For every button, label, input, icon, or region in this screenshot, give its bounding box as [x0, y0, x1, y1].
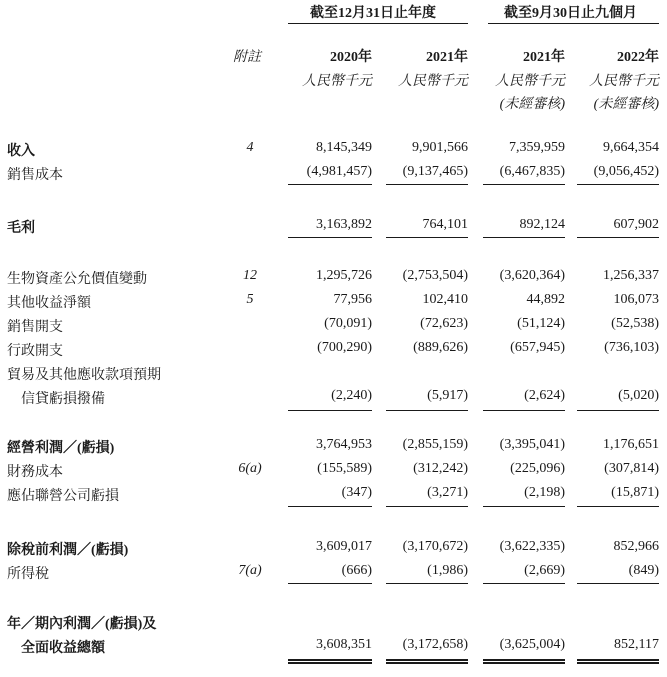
header-year: 2022年 [617, 50, 659, 65]
row-value: (3,625,004) [499, 637, 565, 652]
row-value: (347) [341, 485, 372, 500]
row-value: (2,240) [331, 388, 372, 403]
subtotal-rule [483, 583, 565, 584]
row-value: (3,395,041) [499, 437, 565, 452]
row-value: (3,170,672) [402, 539, 468, 554]
subtotal-rule [577, 184, 659, 185]
subtotal-rule [288, 506, 372, 507]
subtotal-rule [288, 237, 372, 238]
subtotal-rule [577, 410, 659, 411]
row-value: 9,664,354 [603, 140, 659, 155]
row-value: (2,669) [524, 563, 565, 578]
row-value: (3,622,335) [499, 539, 565, 554]
row-value: 3,163,892 [316, 217, 372, 232]
subtotal-rule [386, 237, 468, 238]
row-value: (2,624) [524, 388, 565, 403]
row-label: 毛利 [7, 221, 35, 236]
row-value: (3,271) [427, 485, 468, 500]
row-value: (666) [341, 563, 372, 578]
header-year: 2021年 [523, 50, 565, 65]
row-label: 所得稅 [7, 567, 49, 582]
total-double-rule [483, 659, 565, 664]
row-note-ref: 7(a) [238, 563, 262, 578]
row-value: 9,901,566 [412, 140, 468, 155]
header-rule-year [288, 23, 468, 24]
row-value: (2,198) [524, 485, 565, 500]
row-value: (700,290) [317, 340, 372, 355]
row-note-ref: 4 [246, 140, 254, 155]
row-value: (9,056,452) [593, 164, 659, 179]
row-value: 44,892 [526, 292, 565, 307]
row-label: 年／期內利潤／(虧損)及 [7, 617, 157, 632]
row-value: (307,814) [604, 461, 659, 476]
header-year: 2021年 [426, 50, 468, 65]
row-value: (70,091) [324, 316, 372, 331]
row-label: 行政開支 [7, 344, 63, 359]
row-value: (2,855,159) [402, 437, 468, 452]
subtotal-rule [386, 506, 468, 507]
subtotal-rule [386, 410, 468, 411]
row-value: (889,626) [413, 340, 468, 355]
row-value: 764,101 [422, 217, 468, 232]
subtotal-rule [577, 583, 659, 584]
header-note-column: 附註 [233, 50, 261, 65]
row-label: 銷售成本 [7, 168, 63, 183]
row-value: 3,608,351 [316, 637, 372, 652]
row-value: 1,176,651 [603, 437, 659, 452]
header-period-nine-months: 截至9月30日止九個月 [504, 6, 637, 21]
row-value: 1,295,726 [316, 268, 372, 283]
row-value: 1,256,337 [603, 268, 659, 283]
subtotal-rule [386, 583, 468, 584]
header-unaudited: (未經審核) [499, 97, 565, 112]
header-rule-nine [488, 23, 659, 24]
subtotal-rule [288, 583, 372, 584]
row-value: (3,172,658) [402, 637, 468, 652]
subtotal-rule [577, 506, 659, 507]
row-label: 貿易及其他應收款項預期 [7, 368, 161, 383]
row-value: (1,986) [427, 563, 468, 578]
header-unit: 人民幣千元 [302, 74, 372, 89]
row-value: (657,945) [510, 340, 565, 355]
header-unit: 人民幣千元 [495, 74, 565, 89]
subtotal-rule [483, 184, 565, 185]
row-value: (6,467,835) [499, 164, 565, 179]
row-label: 生物資產公允價值變動 [7, 272, 147, 287]
row-value: 77,956 [333, 292, 372, 307]
header-year: 2020年 [330, 50, 372, 65]
header-unaudited: (未經審核) [593, 97, 659, 112]
row-value: (736,103) [604, 340, 659, 355]
total-double-rule [386, 659, 468, 664]
subtotal-rule [288, 184, 372, 185]
row-value: (5,917) [427, 388, 468, 403]
row-value: 852,117 [614, 637, 659, 652]
row-value: 106,073 [613, 292, 659, 307]
row-value: (4,981,457) [306, 164, 372, 179]
row-value: (15,871) [611, 485, 659, 500]
row-value: (849) [628, 563, 659, 578]
row-value: (225,096) [510, 461, 565, 476]
row-value: 8,145,349 [316, 140, 372, 155]
row-value: 892,124 [519, 217, 565, 232]
row-label: 除稅前利潤／(虧損) [7, 543, 129, 558]
subtotal-rule [483, 237, 565, 238]
row-value: 102,410 [422, 292, 468, 307]
row-value: 3,764,953 [316, 437, 372, 452]
row-note-ref: 5 [246, 292, 254, 307]
subtotal-rule [483, 410, 565, 411]
subtotal-rule [386, 184, 468, 185]
row-label-continued: 全面收益總額 [21, 641, 105, 656]
row-value: (312,242) [413, 461, 468, 476]
header-period-year: 截至12月31日止年度 [310, 6, 436, 21]
row-value: (155,589) [317, 461, 372, 476]
row-label-continued: 信貸虧損撥備 [21, 392, 105, 407]
header-unit: 人民幣千元 [589, 74, 659, 89]
row-label: 財務成本 [7, 465, 63, 480]
subtotal-rule [288, 410, 372, 411]
subtotal-rule [483, 506, 565, 507]
row-value: 3,609,017 [316, 539, 372, 554]
row-note-ref: 12 [243, 268, 257, 283]
row-label: 銷售開支 [7, 320, 63, 335]
row-label: 應佔聯營公司虧損 [7, 489, 119, 504]
header-unit: 人民幣千元 [398, 74, 468, 89]
row-label: 經營利潤／(虧損) [7, 441, 115, 456]
row-value: (51,124) [517, 316, 565, 331]
row-note-ref: 6(a) [238, 461, 262, 476]
row-value: (3,620,364) [499, 268, 565, 283]
row-label: 其他收益淨額 [7, 296, 91, 311]
row-label: 收入 [7, 144, 35, 159]
row-value: (9,137,465) [402, 164, 468, 179]
row-value: 7,359,959 [509, 140, 565, 155]
subtotal-rule [577, 237, 659, 238]
row-value: (2,753,504) [402, 268, 468, 283]
total-double-rule [577, 659, 659, 664]
total-double-rule [288, 659, 372, 664]
row-value: (72,623) [420, 316, 468, 331]
row-value: (52,538) [611, 316, 659, 331]
row-value: 607,902 [613, 217, 659, 232]
row-value: 852,966 [613, 539, 659, 554]
row-value: (5,020) [618, 388, 659, 403]
